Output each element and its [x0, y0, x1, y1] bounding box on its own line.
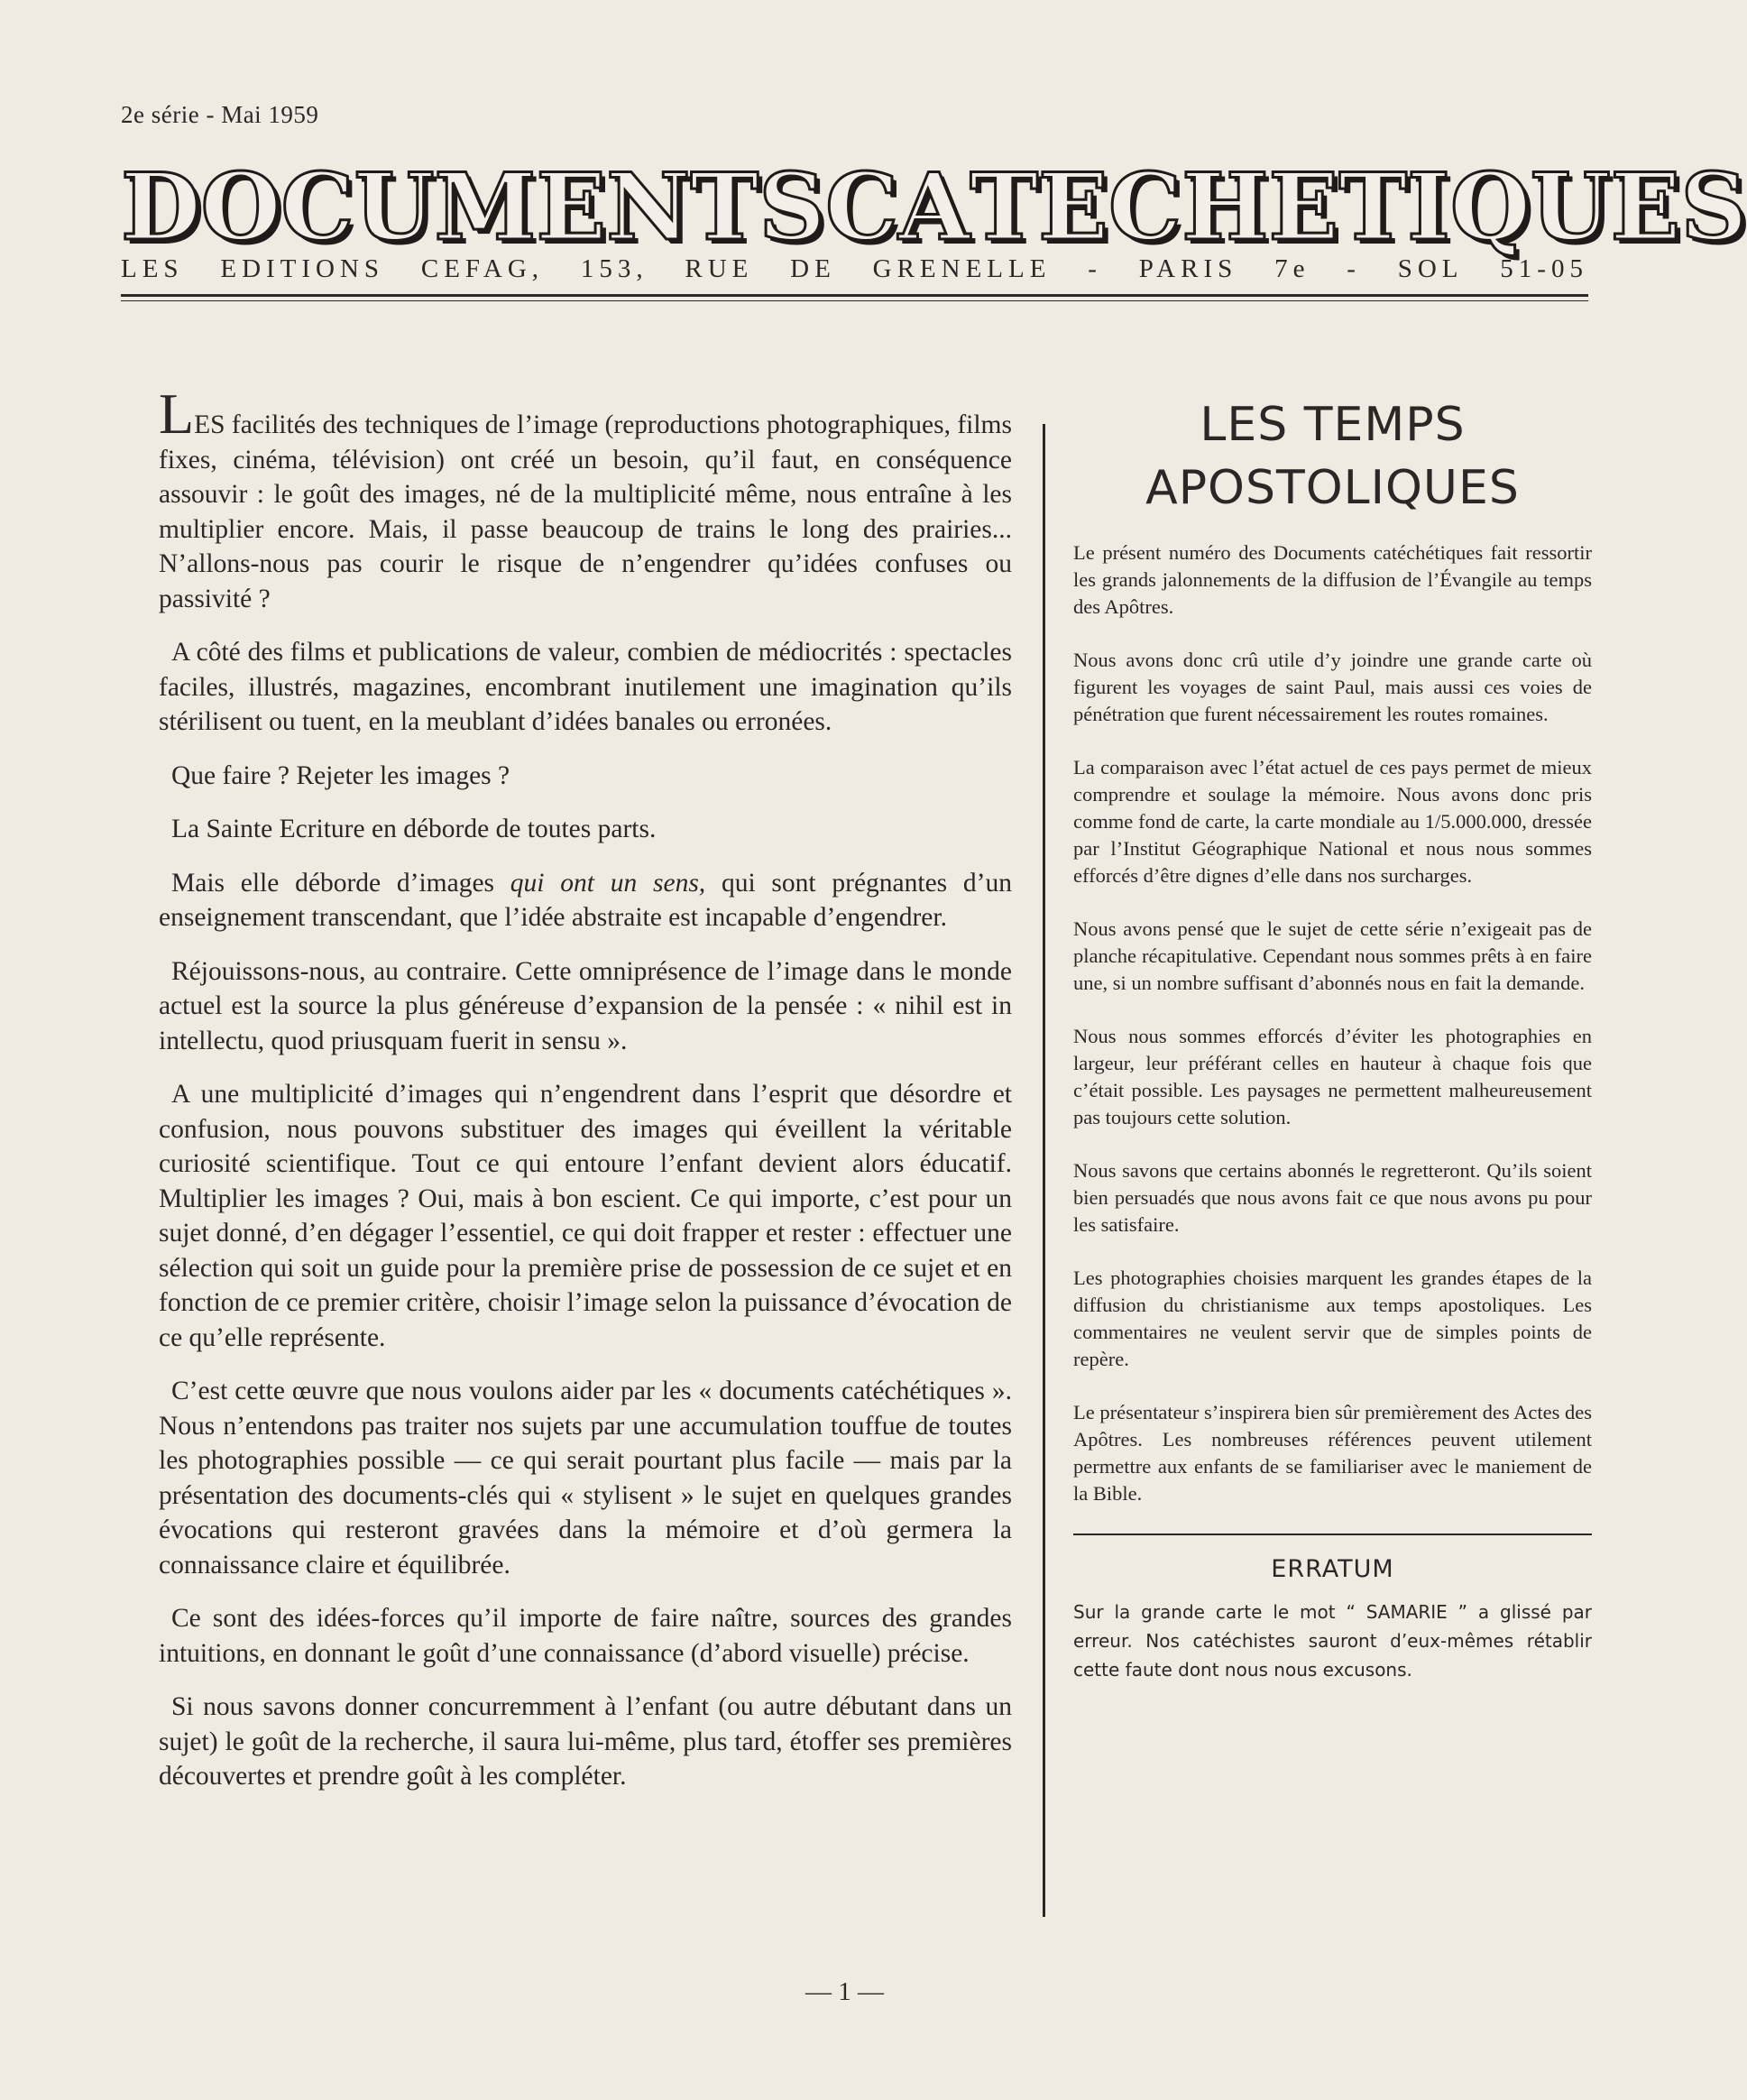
publisher-word: PARIS: [1138, 254, 1238, 283]
sidebar-paragraph: La comparaison avec l’état actuel de ces pays permet de mieux comprendre et soulage la mémoire. Nous avons donc pris comme fond de carte, la carte mondiale au 1/5.000.000, dressée par l’Institut Géographique National et nous nous sommes efforcés d’être dignes d’elle dans nos surcharges.: [1073, 756, 1592, 887]
erratum-rule: [1073, 1534, 1592, 1535]
article-paragraph: Que faire ? Rejeter les images ?: [171, 760, 510, 790]
masthead-letter: Q: [1449, 153, 1531, 262]
sidebar-title: [1073, 393, 1592, 520]
masthead-letter: U: [1530, 153, 1611, 262]
sidebar-column: [1073, 393, 1592, 1710]
header-rule-thin: [121, 300, 1588, 301]
masthead-letter: T: [970, 153, 1039, 262]
masthead-letter: E: [1038, 153, 1108, 262]
publisher-line: [121, 254, 1588, 284]
publisher-word: 51-05: [1500, 254, 1588, 283]
masthead-letter: C: [1108, 153, 1182, 262]
series-date: 2e série - Mai 1959: [121, 101, 319, 128]
masthead-letter: C: [824, 153, 899, 262]
masthead-letter: S: [759, 153, 825, 262]
publisher-word: LES: [121, 254, 184, 283]
masthead-letter: I: [1407, 153, 1450, 262]
article-paragraph: Réjouissons-nous, au contraire. Cette omniprésence de l’image dans le monde actuel est la source la plus généreuse d’expansion de la pensée : « nihil est in intellectu, quod priusquam fuerit in sensu ».: [159, 956, 1012, 1055]
article-paragraph: [159, 382, 1012, 616]
masthead-letter: T: [1338, 153, 1408, 262]
article-paragraph: Si nous savons donner concurremment à l’enfant (ou autre débutant dans un sujet) le goût de la recherche, il saura lui-même, plus tard, étoffer ses premières découvertes et prendre goût à les compléter.: [159, 1692, 1012, 1791]
publisher-word: 153,: [580, 254, 648, 283]
sidebar-paragraph: Nous avons donc crû utile d’y joindre une grande carte où figurent les voyages de saint Paul, mais aussi ces voies de pénétration que furent nécessairement les routes romaines.: [1073, 649, 1592, 725]
erratum-text: Sur la grande carte le mot “ SAMARIE ” a glissé par erreur. Nos catéchistes sauront d’eux-mêmes rétablir cette faute dont nous nous excusons.: [1073, 1601, 1592, 1681]
publisher-word: -: [1347, 254, 1361, 283]
sidebar-title-line: LES TEMPS: [1200, 398, 1466, 452]
masthead-letter: U: [354, 153, 435, 262]
masthead-letter: S: [1680, 153, 1747, 262]
masthead-letter: T: [690, 153, 759, 262]
masthead-letter: E: [536, 153, 607, 262]
masthead-letter: E: [1268, 153, 1339, 262]
header-rule: [121, 294, 1588, 297]
publisher-word: -: [1088, 254, 1102, 283]
article-paragraph: [159, 866, 1012, 935]
masthead-letter: O: [200, 153, 281, 262]
sidebar-paragraph: Les photographies choisies marquent les grandes étapes de la diffusion du christianisme aux temps apostoliques. Les commentaires ne veulent servir que de simples points de repère.: [1073, 1266, 1592, 1370]
masthead-title: [121, 153, 1747, 262]
masthead-letter: E: [1610, 153, 1681, 262]
drop-cap: L: [159, 382, 195, 446]
main-article: [159, 382, 1012, 1813]
sidebar-paragraph: Nous nous sommes efforcés d’éviter les photographies en largeur, leur préférant celles en hauteur à chaque fois que c’était possible. Les paysages ne permettent malheureusement pas toujours cette solution.: [1073, 1025, 1592, 1128]
sidebar-paragraph: Le présent numéro des Documents catéchétiques fait ressortir les grands jalonnements de la diffusion de l’Évangile au temps des Apôtres.: [1073, 541, 1592, 618]
sidebar-title-line: APOSTOLIQUES: [1145, 461, 1520, 515]
article-paragraph: Ce sont des idées-forces qu’il importe de faire naître, sources des grandes intuitions, en donnant le goût d’une connaissance (d’abord visuelle) précise.: [159, 1604, 1012, 1668]
masthead-letter: D: [121, 153, 201, 262]
publisher-word: RUE: [685, 254, 754, 283]
publisher-word: GRENELLE: [872, 254, 1052, 283]
page-number: — 1 —: [805, 1977, 884, 2006]
column-divider: [1043, 424, 1045, 1917]
masthead-letter: H: [1182, 153, 1269, 262]
masthead-letter: A: [898, 153, 970, 262]
italic-phrase: qui ont un sens,: [510, 868, 706, 898]
sidebar-paragraph: Nous avons pensé que le sujet de cette série n’exigeait pas de planche récapitulative. Cependant nous sommes prêts à en faire une, si un nombre suffisant d’abonnés nous en fait la demande.: [1073, 917, 1592, 994]
masthead-letter: M: [434, 153, 537, 262]
sidebar-paragraph: Nous savons que certains abonnés le regretteront. Qu’ils soient bien persuadés que nous avons fait ce que nous avons pu pour les satisfaire.: [1073, 1159, 1592, 1236]
paragraph-text: qui sont prégnantes d’un enseignement transcendant, que l’idée abstraite est incapable d’engendrer.: [159, 868, 1012, 932]
paragraph-text: ES facilités des techniques de l’image (reproductions photographiques, films fixes, cinéma, télévision) ont créé un besoin, qu’il faut, en conséquence assouvir : le goût des images, né de la multiplicité même, nous entraîne à les multiplier encore. Mais, il passe beaucoup de trains le long des prairies... N’allons-nous pas courir le risque de n’engendrer qu’idées confuses ou passivité ?: [159, 410, 1012, 613]
article-paragraph: A une multiplicité d’images qui n’engendrent dans l’esprit que désordre et confusion, nous pouvons substituer des images qui éveillent la véritable curiosité scientifique. Tout ce qui entoure l’enfant devient alors éducatif. Multiplier les images ? Oui, mais à bon escient. Ce qui importe, c’est pour un sujet donné, d’en dégager l’essentiel, ce qui doit frapper et rester : effectuer une sélection qui soit un guide pour la première prise de possession de ce sujet et en fonction de ce premier critère, choisir l’image selon la puissance d’évocation de ce qu’elle représente.: [159, 1080, 1012, 1352]
publisher-word: SOL: [1397, 254, 1464, 283]
publisher-word: 7e: [1274, 254, 1310, 283]
article-paragraph: A côté des films et publications de valeur, combien de médiocrités : spectacles faciles, illustrés, magazines, encombrant inutilement une imagination qu’ils stérilisent ou tuent, en la meublant d’idées banales ou erronées.: [159, 638, 1012, 736]
erratum-heading: ERRATUM: [1271, 1555, 1394, 1583]
masthead-letter: N: [606, 153, 691, 262]
article-paragraph: C’est cette œuvre que nous voulons aider par les « documents catéchétiques ». Nous n’entendons pas traiter nos sujets par une accumulation touffue de toutes les photographies possible — ce qui serait pourtant plus facile — mais par la présentation des documents-clés qui « stylisent » le sujet en quelques grandes évocations qui resteront gravées dans la mémoire et d’où germera la connaissance claire et équilibrée.: [159, 1377, 1012, 1580]
paragraph-text: Mais elle déborde d’images: [171, 868, 510, 898]
masthead-letter: C: [280, 153, 354, 262]
sidebar-paragraph: Le présentateur s’inspirera bien sûr premièrement des Actes des Apôtres. Les nombreuses références peuvent utilement permettre aux enfants de se familiariser avec le maniement de la Bible.: [1073, 1401, 1592, 1505]
publisher-word: EDITIONS: [220, 254, 385, 283]
publisher-word: CEFAG,: [420, 254, 545, 283]
publisher-word: DE: [790, 254, 836, 283]
article-paragraph: La Sainte Ecriture en déborde de toutes parts.: [171, 815, 657, 843]
